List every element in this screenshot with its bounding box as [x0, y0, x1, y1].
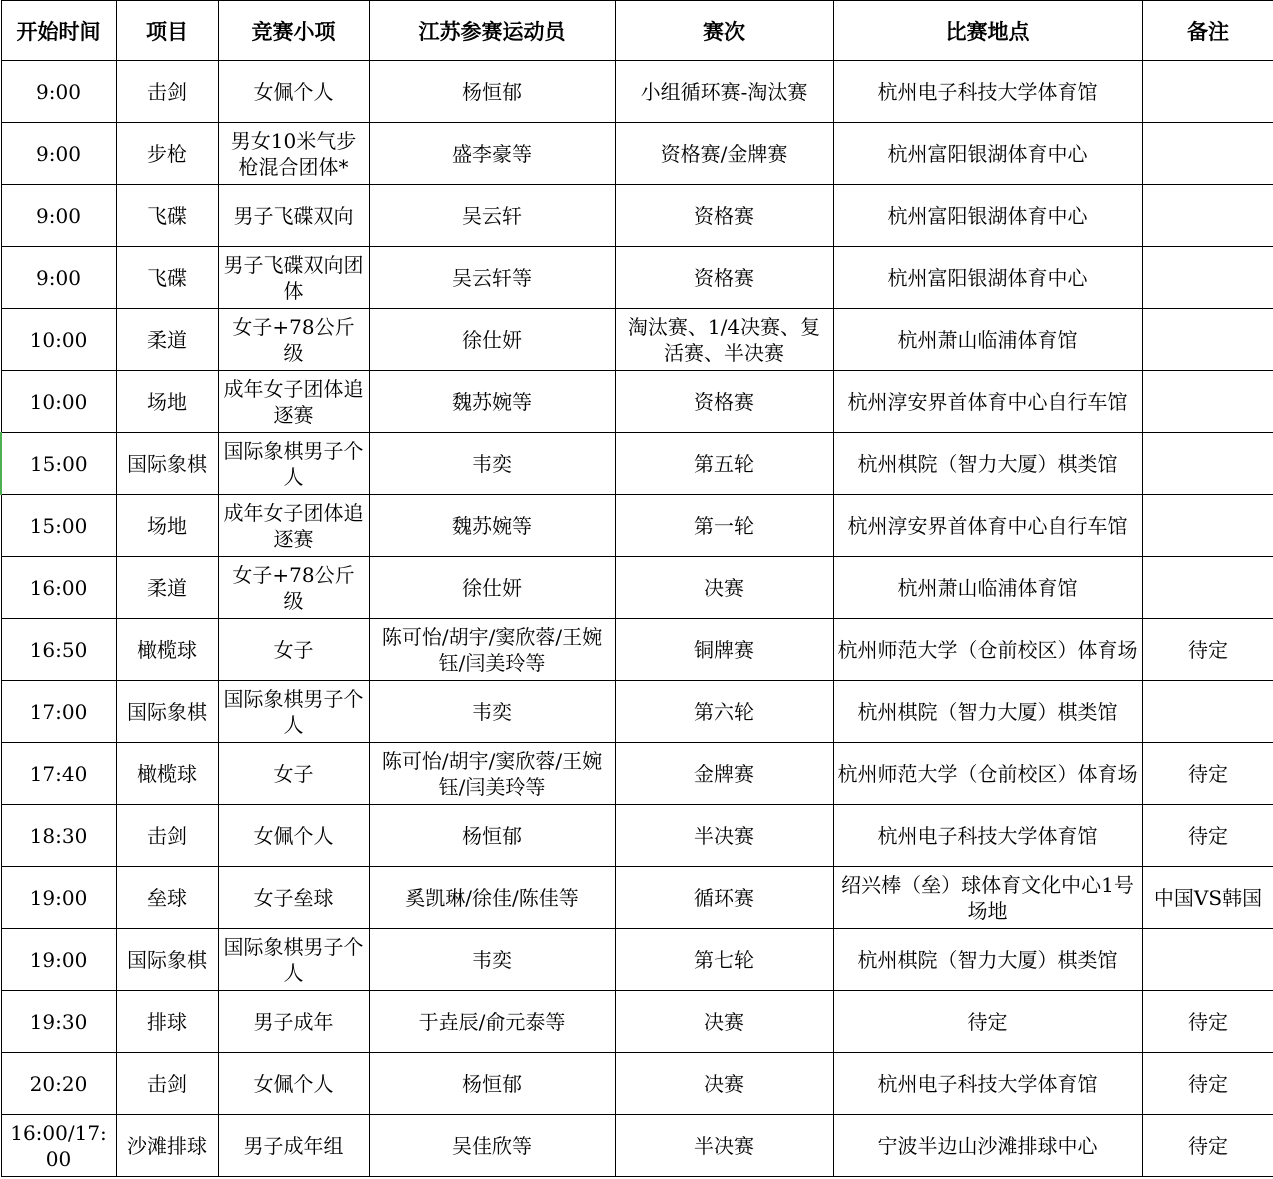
cell-event: 女子+78公斤级	[218, 309, 369, 371]
cell-sport: 排球	[116, 991, 218, 1053]
cell-round: 半决赛	[615, 805, 833, 867]
table-row	[1, 495, 1273, 557]
cell-round: 循环赛	[615, 867, 833, 929]
cell-start-time: 15:00	[1, 433, 116, 495]
cell-event: 男子飞碟双向团体	[218, 247, 369, 309]
header-note: 备注	[1142, 1, 1273, 61]
cell-athletes: 吴云轩	[369, 185, 615, 247]
cell-note	[1142, 929, 1273, 991]
cell-venue: 杭州萧山临浦体育馆	[833, 309, 1142, 371]
cell-sport: 柔道	[116, 557, 218, 619]
cell-athletes: 魏苏婉等	[369, 495, 615, 557]
cell-athletes: 陈可怡/胡宇/窦欣蓉/王婉钰/闫美玲等	[369, 743, 615, 805]
cell-event: 成年女子团体追逐赛	[218, 495, 369, 557]
header-event: 竞赛小项	[218, 1, 369, 61]
cell-note	[1142, 433, 1273, 495]
cell-venue: 宁波半边山沙滩排球中心	[833, 1115, 1142, 1177]
cell-start-time: 16:00	[1, 557, 116, 619]
cell-event: 国际象棋男子个人	[218, 681, 369, 743]
cell-round: 淘汰赛、1/4决赛、复活赛、半决赛	[615, 309, 833, 371]
cell-sport: 橄榄球	[116, 619, 218, 681]
cell-round: 决赛	[615, 557, 833, 619]
cell-note	[1142, 557, 1273, 619]
cell-note: 待定	[1142, 743, 1273, 805]
cell-sport: 击剑	[116, 805, 218, 867]
cell-athletes: 徐仕妍	[369, 309, 615, 371]
cell-sport: 击剑	[116, 1053, 218, 1115]
cell-note	[1142, 61, 1273, 123]
cell-note: 待定	[1142, 805, 1273, 867]
cell-start-time: 19:30	[1, 991, 116, 1053]
cell-venue: 杭州富阳银湖体育中心	[833, 123, 1142, 185]
cell-venue: 杭州萧山临浦体育馆	[833, 557, 1142, 619]
cell-athletes: 韦奕	[369, 681, 615, 743]
cell-event: 国际象棋男子个人	[218, 433, 369, 495]
cell-venue: 杭州淳安界首体育中心自行车馆	[833, 371, 1142, 433]
table-row	[1, 247, 1273, 309]
cell-venue: 杭州淳安界首体育中心自行车馆	[833, 495, 1142, 557]
cell-venue: 待定	[833, 991, 1142, 1053]
cell-start-time: 19:00	[1, 929, 116, 991]
cell-note: 待定	[1142, 619, 1273, 681]
table-row	[1, 371, 1273, 433]
cell-start-time: 10:00	[1, 309, 116, 371]
cell-note	[1142, 371, 1273, 433]
table-row	[1, 805, 1273, 867]
cell-athletes: 盛李豪等	[369, 123, 615, 185]
cell-athletes: 韦奕	[369, 929, 615, 991]
cell-round: 资格赛	[615, 185, 833, 247]
cell-round: 第六轮	[615, 681, 833, 743]
cell-note	[1142, 123, 1273, 185]
table-row	[1, 991, 1273, 1053]
cell-athletes: 吴佳欣等	[369, 1115, 615, 1177]
cell-venue: 绍兴棒（垒）球体育文化中心1号场地	[833, 867, 1142, 929]
cell-round: 小组循环赛-淘汰赛	[615, 61, 833, 123]
cell-sport: 国际象棋	[116, 433, 218, 495]
table-row	[1, 557, 1273, 619]
cell-sport: 击剑	[116, 61, 218, 123]
cell-sport: 橄榄球	[116, 743, 218, 805]
cell-round: 第七轮	[615, 929, 833, 991]
cell-venue: 杭州富阳银湖体育中心	[833, 185, 1142, 247]
cell-event: 女子	[218, 743, 369, 805]
cell-note	[1142, 185, 1273, 247]
cell-note	[1142, 309, 1273, 371]
cell-start-time: 9:00	[1, 123, 116, 185]
cell-sport: 国际象棋	[116, 929, 218, 991]
header-start-time: 开始时间	[1, 1, 116, 61]
cell-start-time: 15:00	[1, 495, 116, 557]
cell-event: 女佩个人	[218, 805, 369, 867]
cell-event: 女佩个人	[218, 1053, 369, 1115]
header-round: 赛次	[615, 1, 833, 61]
cell-venue: 杭州棋院（智力大厦）棋类馆	[833, 929, 1142, 991]
cell-event: 男子成年	[218, 991, 369, 1053]
table-row	[1, 619, 1273, 681]
cell-start-time: 9:00	[1, 185, 116, 247]
cell-start-time: 10:00	[1, 371, 116, 433]
table-row	[1, 61, 1273, 123]
cell-event: 女佩个人	[218, 61, 369, 123]
header-sport: 项目	[116, 1, 218, 61]
cell-athletes: 奚凯琳/徐佳/陈佳等	[369, 867, 615, 929]
table-header	[1, 1, 1273, 61]
table-row	[1, 185, 1273, 247]
cell-note	[1142, 495, 1273, 557]
cell-round: 半决赛	[615, 1115, 833, 1177]
cell-athletes: 陈可怡/胡宇/窦欣蓉/王婉钰/闫美玲等	[369, 619, 615, 681]
cell-note	[1142, 681, 1273, 743]
cell-round: 决赛	[615, 991, 833, 1053]
cell-note: 待定	[1142, 1115, 1273, 1177]
cell-round: 资格赛	[615, 371, 833, 433]
header-row	[1, 1, 1273, 61]
cell-note: 中国VS韩国	[1142, 867, 1273, 929]
header-athletes: 江苏参赛运动员	[369, 1, 615, 61]
table-row	[1, 433, 1273, 495]
cell-athletes: 徐仕妍	[369, 557, 615, 619]
cell-venue: 杭州棋院（智力大厦）棋类馆	[833, 433, 1142, 495]
cell-start-time: 9:00	[1, 247, 116, 309]
cell-athletes: 魏苏婉等	[369, 371, 615, 433]
cell-note	[1142, 247, 1273, 309]
cell-event: 男女10米气步枪混合团体*	[218, 123, 369, 185]
table-row	[1, 1053, 1273, 1115]
cell-round: 资格赛	[615, 247, 833, 309]
cell-start-time: 16:50	[1, 619, 116, 681]
cell-start-time: 17:00	[1, 681, 116, 743]
cell-event: 女子+78公斤级	[218, 557, 369, 619]
cell-sport: 柔道	[116, 309, 218, 371]
cell-venue: 杭州富阳银湖体育中心	[833, 247, 1142, 309]
cell-sport: 国际象棋	[116, 681, 218, 743]
cell-event: 成年女子团体追逐赛	[218, 371, 369, 433]
cell-sport: 飞碟	[116, 247, 218, 309]
cell-sport: 场地	[116, 495, 218, 557]
cell-round: 第一轮	[615, 495, 833, 557]
table-row	[1, 743, 1273, 805]
cell-start-time: 9:00	[1, 61, 116, 123]
table-row	[1, 929, 1273, 991]
cell-venue: 杭州师范大学（仓前校区）体育场	[833, 619, 1142, 681]
cell-event: 女子	[218, 619, 369, 681]
cell-venue: 杭州师范大学（仓前校区）体育场	[833, 743, 1142, 805]
table-body	[1, 61, 1273, 1177]
cell-sport: 飞碟	[116, 185, 218, 247]
table-row	[1, 309, 1273, 371]
cell-venue: 杭州棋院（智力大厦）棋类馆	[833, 681, 1142, 743]
cell-start-time: 19:00	[1, 867, 116, 929]
table-row	[1, 123, 1273, 185]
cell-event: 男子成年组	[218, 1115, 369, 1177]
cell-athletes: 杨恒郁	[369, 1053, 615, 1115]
cell-event: 女子垒球	[218, 867, 369, 929]
cell-sport: 沙滩排球	[116, 1115, 218, 1177]
cell-round: 资格赛/金牌赛	[615, 123, 833, 185]
cell-event: 国际象棋男子个人	[218, 929, 369, 991]
cell-venue: 杭州电子科技大学体育馆	[833, 1053, 1142, 1115]
cell-start-time: 16:00/17:00	[1, 1115, 116, 1177]
cell-athletes: 于垚辰/俞元泰等	[369, 991, 615, 1053]
cell-start-time: 17:40	[1, 743, 116, 805]
cell-sport: 步枪	[116, 123, 218, 185]
cell-round: 金牌赛	[615, 743, 833, 805]
table-row	[1, 681, 1273, 743]
cell-round: 决赛	[615, 1053, 833, 1115]
cell-athletes: 杨恒郁	[369, 61, 615, 123]
cell-start-time: 20:20	[1, 1053, 116, 1115]
cell-athletes: 杨恒郁	[369, 805, 615, 867]
cell-sport: 场地	[116, 371, 218, 433]
cell-round: 铜牌赛	[615, 619, 833, 681]
header-venue: 比赛地点	[833, 1, 1142, 61]
cell-athletes: 吴云轩等	[369, 247, 615, 309]
table-row	[1, 867, 1273, 929]
cell-venue: 杭州电子科技大学体育馆	[833, 805, 1142, 867]
cell-athletes: 韦奕	[369, 433, 615, 495]
cell-note: 待定	[1142, 1053, 1273, 1115]
cell-sport: 垒球	[116, 867, 218, 929]
cell-start-time: 18:30	[1, 805, 116, 867]
cell-round: 第五轮	[615, 433, 833, 495]
cell-note: 待定	[1142, 991, 1273, 1053]
cell-venue: 杭州电子科技大学体育馆	[833, 61, 1142, 123]
cell-event: 男子飞碟双向	[218, 185, 369, 247]
table-row	[1, 1115, 1273, 1177]
